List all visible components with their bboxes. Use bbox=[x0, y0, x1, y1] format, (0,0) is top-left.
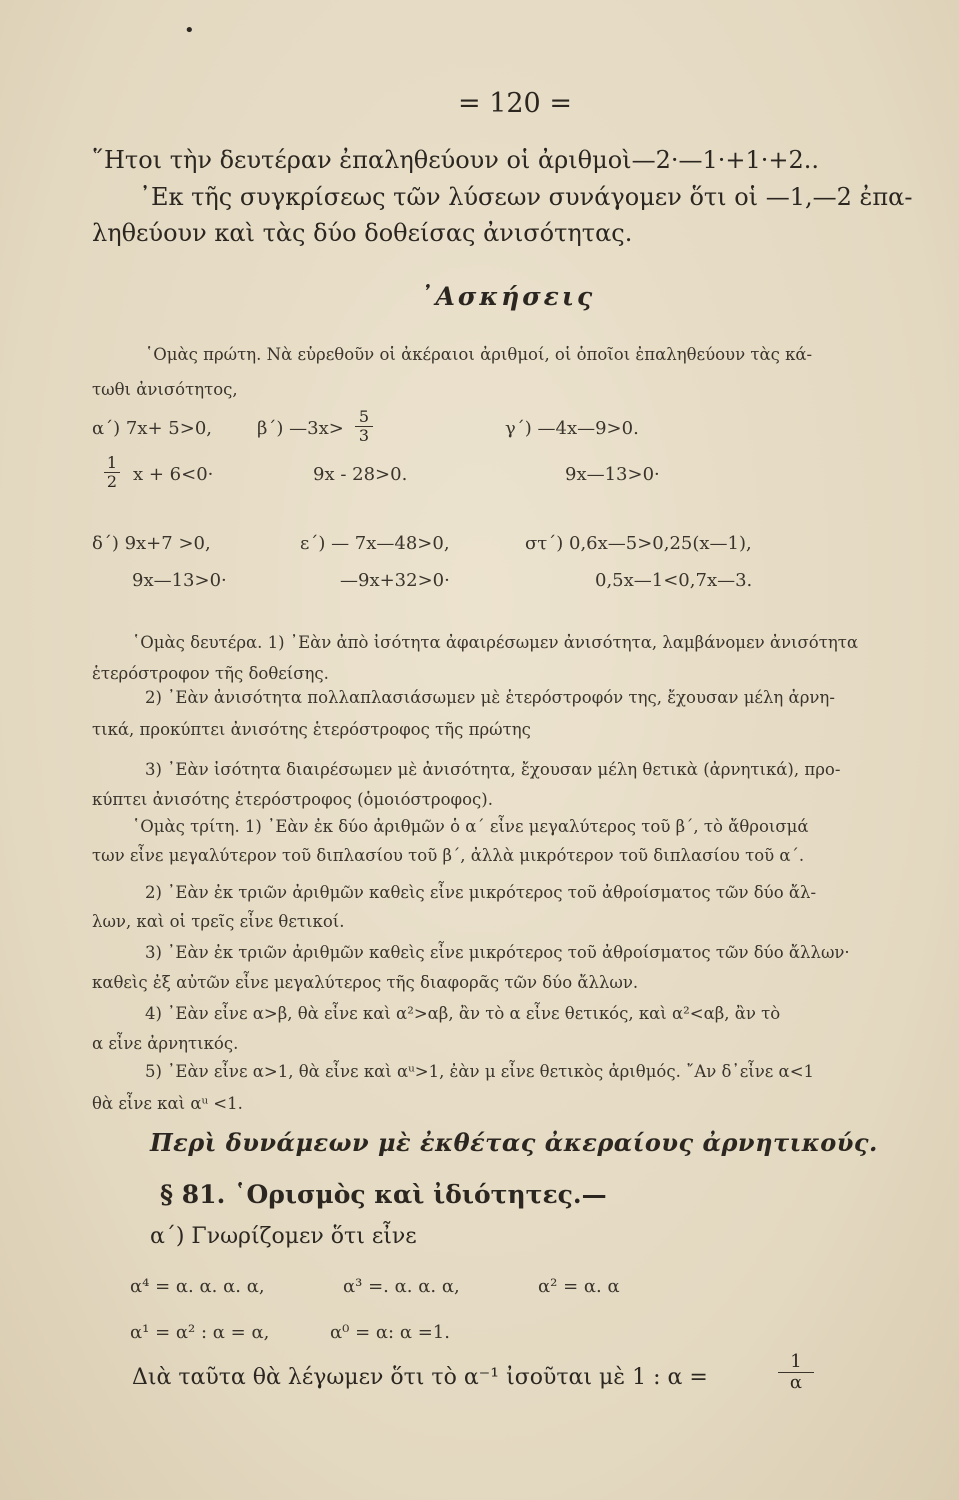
group3-p4-line2: α εἶνε ἀρνητικός. bbox=[92, 1034, 239, 1053]
ink-dot: • bbox=[184, 20, 195, 41]
group3-p1-line2: των εἶνε μεγαλύτερον τοῦ διπλασίου τοῦ β΄, ἀλλὰ μικρότερον τοῦ διπλασίου τοῦ α΄. bbox=[92, 846, 805, 865]
intro-line-2: ᾿Εκ τῆς συγκρίσεως τῶν λύσεων συνάγομεν ὅτι οἱ —1,—2 ἐπα- bbox=[139, 183, 913, 211]
exercise-c2: 9x—13>0· bbox=[565, 464, 660, 485]
group3-p4-line1: 4) ᾿Εὰν εἶνε α>β, θὰ εἶνε καὶ α²>αβ, ἂν τὸ α εἶνε θετικός, καὶ α²<αβ, ἂν τὸ bbox=[145, 1004, 781, 1023]
group3-p3-line1: 3) ᾿Εὰν ἐκ τριῶν ἀριθμῶν καθεὶς εἶνε μικρότερος τοῦ ἀθροίσματος τῶν δύο ἄλλων· bbox=[145, 943, 850, 962]
formula-a2: α² = α. α bbox=[538, 1276, 620, 1297]
group1-title-line1: ῾Ομὰς πρώτη. Νὰ εὑρεθοῦν οἱ ἀκέραιοι ἀριθμοί, οἱ ὁποῖοι ἐπαληθεύουν τὰς κά- bbox=[145, 345, 813, 364]
exercise-b2: 9x - 28>0. bbox=[313, 464, 408, 485]
formula-a3: α³ =. α. α. α, bbox=[343, 1276, 460, 1297]
group3-p3-line2: καθεὶς ἐξ αὐτῶν εἶνε μεγαλύτερος τῆς διαφορᾶς τῶν δύο ἄλλων. bbox=[92, 973, 639, 992]
group3-p1-line1: ῾Ομὰς τρίτη. 1) ᾿Εὰν ἐκ δύο ἀριθμῶν ὁ α΄ εἶνε μεγαλύτερος τοῦ β΄, τὸ ἄθροισμά bbox=[132, 817, 809, 836]
section-heading: § 81. ῾Ορισμὸς καὶ ἰδιότητες.— bbox=[160, 1180, 607, 1209]
exercise-d1: δ΄) 9x+7 >0, bbox=[92, 533, 211, 554]
page-number: = 120 = bbox=[458, 88, 572, 119]
group3-p5-line2: θὰ εἶνε καὶ αᵘ <1. bbox=[92, 1094, 243, 1113]
fraction-1-2 bbox=[104, 454, 120, 491]
exercises-heading: ᾿Ασκήσεις bbox=[420, 282, 596, 311]
exercise-f2: 0,5x—1<0,7x—3. bbox=[595, 570, 753, 591]
group3-p2-line1: 2) ᾿Εὰν ἐκ τριῶν ἀριθμῶν καθεὶς εἶνε μικρότερος τοῦ ἀθροίσματος τῶν δύο ἄλ- bbox=[145, 883, 817, 902]
fraction-numerator: 1 bbox=[106, 453, 118, 472]
intro-line-1: ῞Ητοι τὴν δευτέραν ἐπαληθεύουν οἱ ἀριθμοὶ—2·—1·+1·+2.. bbox=[92, 146, 820, 174]
exercise-b1: β΄) —3x> bbox=[257, 418, 344, 439]
formula-a4: α⁴ = α. α. α. α, bbox=[130, 1276, 265, 1297]
fraction-1-over-alpha bbox=[778, 1352, 814, 1393]
closing-line: Διὰ ταῦτα θὰ λέγωμεν ὅτι τὸ α⁻¹ ἰσοῦται μὲ 1 : α = bbox=[132, 1365, 708, 1390]
intro-line-3: ληθεύουν καὶ τὰς δύο δοθείσας ἀνισότητας. bbox=[92, 219, 633, 247]
group1-title-line2: τωθι ἀνισότητος, bbox=[92, 380, 238, 399]
group2-p3-line2: κύπτει ἀνισότης ἑτερόστροφος (ὁμοιόστροφος). bbox=[92, 790, 493, 809]
formula-a0: α⁰ = α: α =1. bbox=[330, 1322, 450, 1343]
fraction-denominator: 2 bbox=[104, 472, 120, 491]
exercise-c1: γ΄) —4x—9>0. bbox=[505, 418, 639, 439]
fraction-numerator: 1 bbox=[790, 1351, 802, 1372]
fraction-numerator: 5 bbox=[358, 407, 370, 426]
group3-p5-line1: 5) ᾿Εὰν εἶνε α>1, θὰ εἶνε καὶ αᵘ>1, ἐὰν μ εἶνε θετικὸς ἀριθμός. ῎Αν δ᾿εἶνε α<1 bbox=[145, 1062, 815, 1081]
group2-p1-line1: ῾Ομὰς δευτέρα. 1) ᾿Εὰν ἀπὸ ἰσότητα ἀφαιρέσωμεν ἀνισότητα, λαμβάνομεν ἀνισότητα bbox=[132, 633, 858, 652]
section-title: Περὶ δυνάμεων μὲ ἐκθέτας ἀκεραίους ἀρνητικούς. bbox=[150, 1128, 878, 1157]
formula-a1: α¹ = α² : α = α, bbox=[130, 1322, 270, 1343]
group2-p1-line2: ἑτερόστροφον τῆς δοθείσης. bbox=[92, 664, 329, 683]
group3-p2-line2: λων, καὶ οἱ τρεῖς εἶνε θετικοί. bbox=[92, 912, 345, 931]
group2-p2-line1: 2) ᾿Εὰν ἀνισότητα πολλαπλασιάσωμεν μὲ ἑτερόστροφόν της, ἔχουσαν μέλη ἀρνη- bbox=[145, 688, 835, 707]
fraction-denominator: 3 bbox=[355, 426, 373, 445]
exercise-a2: x + 6<0· bbox=[133, 464, 214, 485]
exercise-f1: στ΄) 0,6x—5>0,25(x—1), bbox=[525, 533, 752, 554]
group2-p3-line1: 3) ᾿Εὰν ἰσότητα διαιρέσωμεν μὲ ἀνισότητα, ἔχουσαν μέλη θετικὰ (ἀρνητικά), προ- bbox=[145, 760, 841, 779]
exercise-d2: 9x—13>0· bbox=[132, 570, 227, 591]
exercise-e1: ε΄) — 7x—48>0, bbox=[300, 533, 450, 554]
fraction-denominator: α bbox=[778, 1372, 814, 1393]
exercise-a1: α΄) 7x+ 5>0, bbox=[92, 418, 213, 439]
group2-p2-line2: τικά, προκύπτει ἀνισότης ἑτερόστροφος τῆς πρώτης bbox=[92, 720, 531, 739]
subsection-heading: α΄) Γνωρίζομεν ὅτι εἶνε bbox=[150, 1224, 417, 1249]
fraction-5-3 bbox=[355, 408, 373, 445]
exercise-e2: —9x+32>0· bbox=[340, 570, 450, 591]
